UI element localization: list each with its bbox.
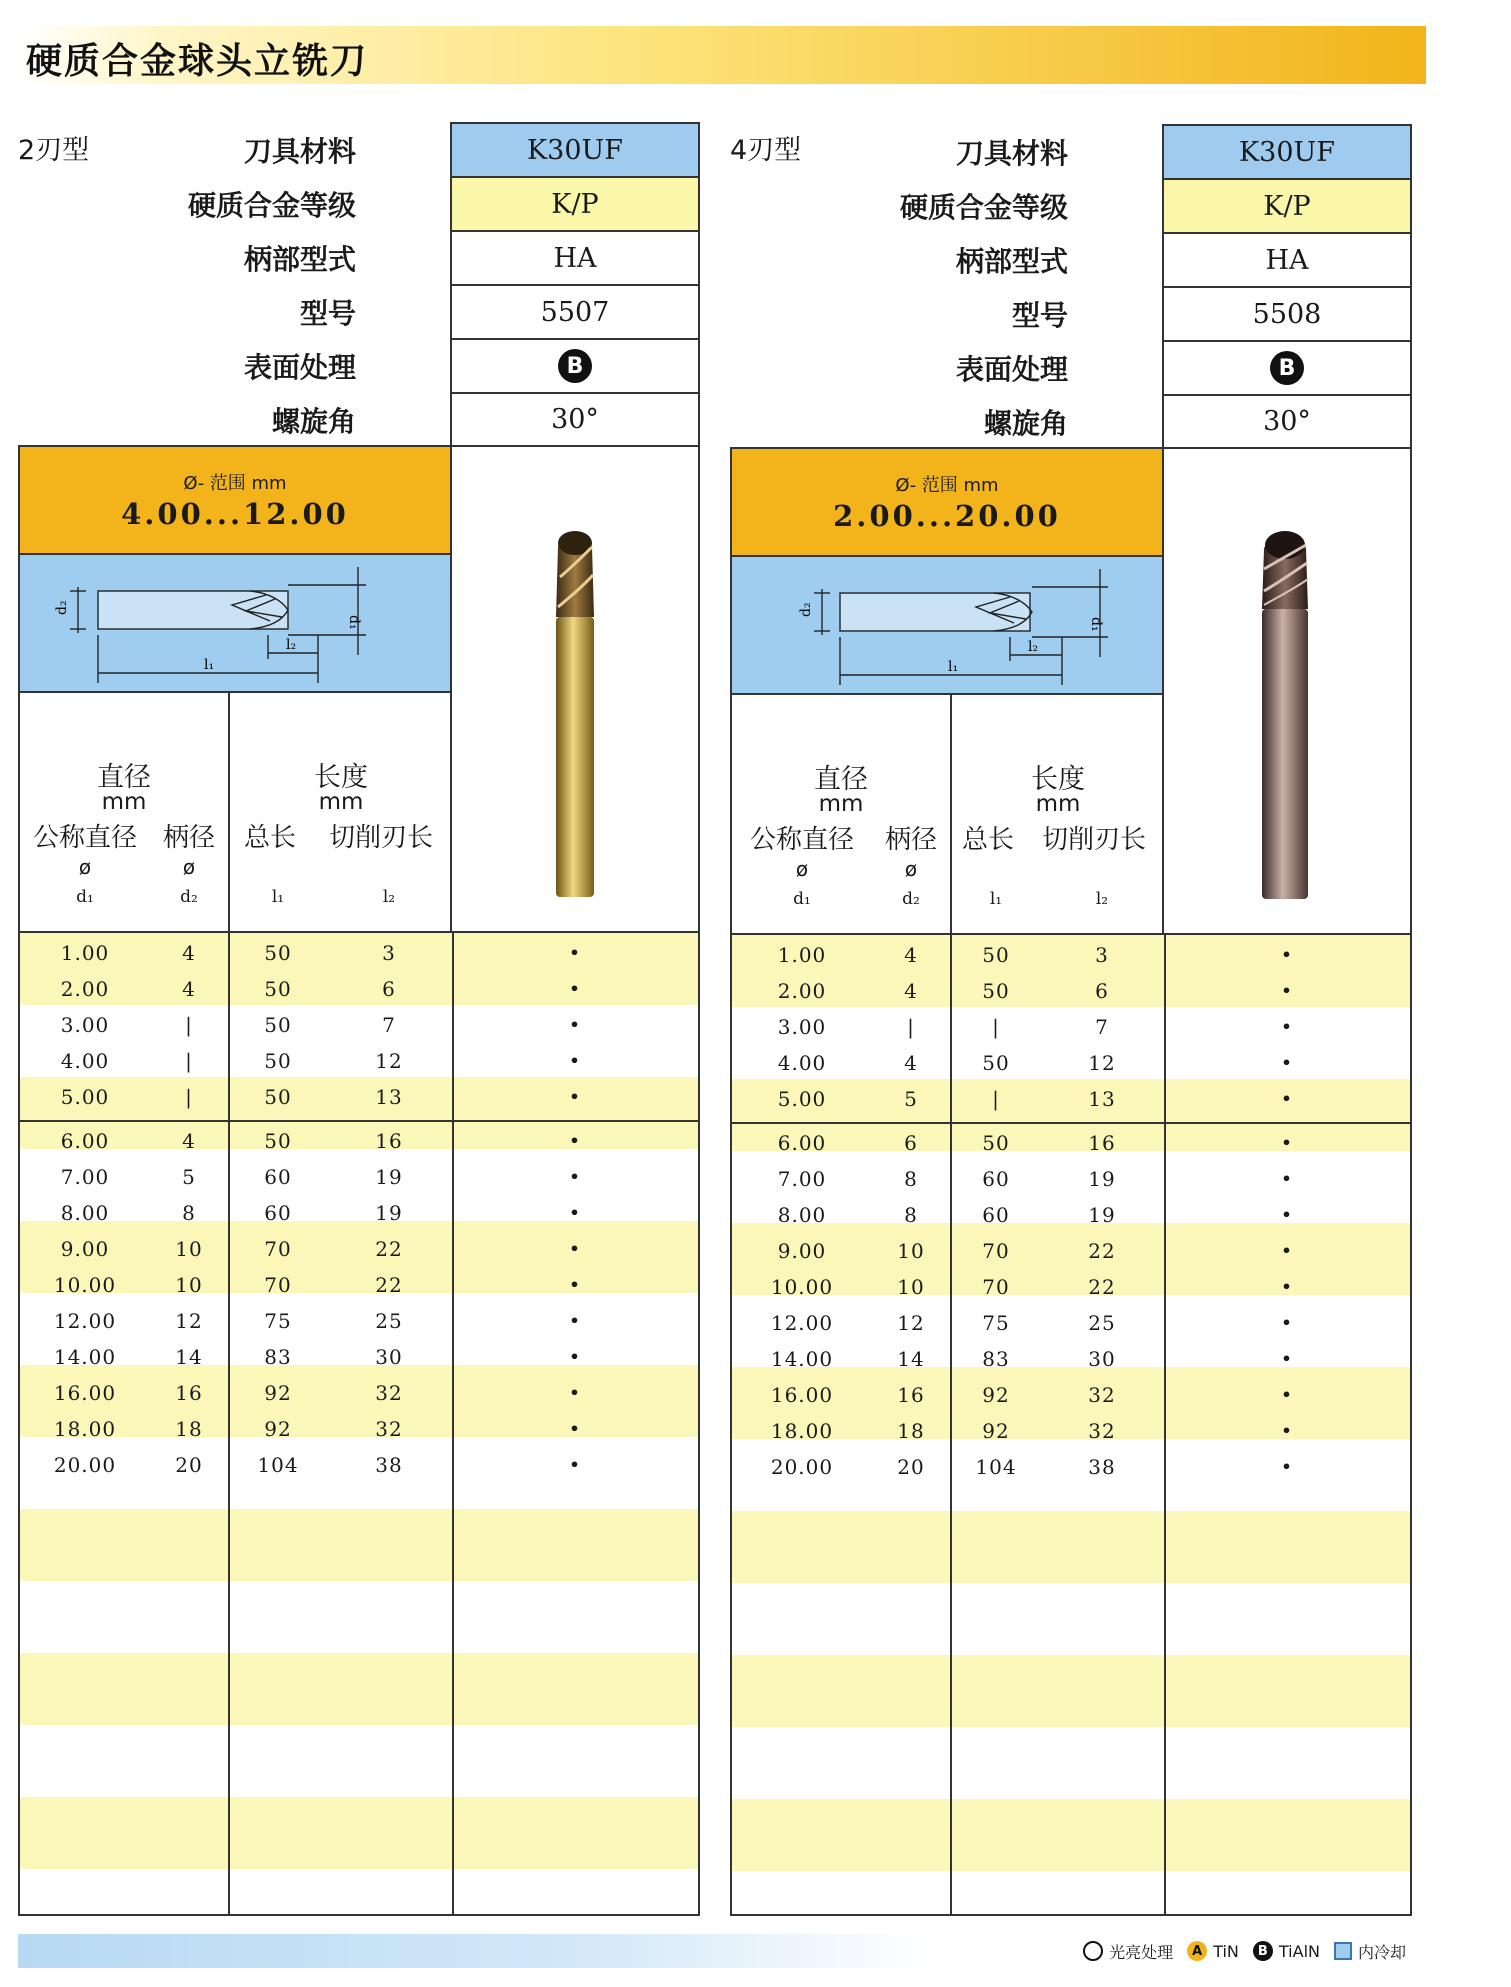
table-row [20, 1447, 698, 1483]
availability-dot: • [569, 1311, 581, 1330]
table-row [20, 1411, 698, 1447]
cell-l1: 50 [982, 979, 1010, 1003]
cell-l2: 30 [1088, 1347, 1116, 1371]
tool-photo [452, 447, 698, 931]
table-row [20, 1339, 698, 1375]
diagram-label-l2: l₂ [1028, 639, 1039, 655]
diagram-label-l2: l₂ [286, 637, 297, 653]
cell-l2: 12 [375, 1049, 403, 1073]
spec-label-material: 刀具材料 [243, 135, 356, 168]
cell-d2: 10 [175, 1273, 203, 1297]
diagram-label-d2: d₂ [798, 602, 814, 617]
cell-d1: 7.00 [777, 1167, 827, 1191]
cell-d1: 8.00 [777, 1203, 827, 1227]
cell-l1: 50 [264, 1085, 292, 1109]
cell-l1: 50 [982, 943, 1010, 967]
spec-label-helix: 螺旋角 [983, 407, 1068, 440]
spec-value-grade: K/P [1162, 178, 1412, 232]
data-rows [20, 931, 698, 1914]
cell-l1: 70 [264, 1273, 292, 1297]
cell-d1: 20.00 [53, 1453, 117, 1477]
cell-d1: 3.00 [60, 1013, 110, 1037]
cell-d2: 4 [904, 979, 918, 1003]
header-sym-l1: l₁ [989, 889, 1003, 909]
cell-d2: 14 [175, 1345, 203, 1369]
availability-dot: • [1281, 1385, 1293, 1404]
table-row [732, 973, 1410, 1009]
cell-d2: 20 [175, 1453, 203, 1477]
range-label: Ø- 范围 mm [895, 475, 999, 496]
header-shank-dia: 柄径 [162, 823, 215, 853]
availability-dot: • [1281, 1017, 1293, 1036]
cell-d1: 5.00 [60, 1085, 110, 1109]
tin-badge-icon: A [1187, 1941, 1207, 1961]
cell-d1: 10.00 [770, 1275, 834, 1299]
cell-d2: 8 [904, 1167, 918, 1191]
cell-l2: 3 [1095, 943, 1109, 967]
cell-d2: 4 [904, 1051, 918, 1075]
cell-d2: 8 [182, 1201, 196, 1225]
tool-photo [1164, 449, 1410, 933]
header-sym-d2: d₂ [902, 889, 920, 909]
header-diameter: 直径 [97, 762, 151, 793]
availability-dot: • [1281, 1053, 1293, 1072]
panel-2-flute [18, 120, 718, 1916]
cell-l2: 22 [375, 1237, 403, 1261]
range-value: 4.00...12.00 [121, 497, 349, 531]
availability-dot: • [1281, 1205, 1293, 1224]
cell-l1: 60 [982, 1167, 1010, 1191]
header-sym-d2: d₂ [180, 887, 198, 907]
cell-d2: 12 [175, 1309, 203, 1333]
availability-dot: • [1281, 1241, 1293, 1260]
spec-value-helix: 30° [1162, 394, 1412, 447]
header-nominal-dia: 公称直径 [749, 825, 854, 855]
spec-label-helix: 螺旋角 [271, 405, 356, 438]
availability-dot: • [1281, 1169, 1293, 1188]
table-row [20, 1195, 698, 1231]
diagram-label-d1: d₁ [346, 615, 362, 630]
range-value: 2.00...20.00 [833, 499, 1061, 533]
dimension-diagram [732, 557, 1164, 695]
cell-d1: 3.00 [777, 1015, 827, 1039]
availability-dot: • [1281, 981, 1293, 1000]
table-row [732, 1377, 1410, 1413]
legend-coolant-label: 内冷却 [1357, 1942, 1406, 1962]
cell-l1: 75 [264, 1309, 292, 1333]
cell-d2: 5 [182, 1165, 196, 1189]
spec-label-grade: 硬质合金等级 [899, 191, 1068, 224]
cell-d2: 4 [182, 977, 196, 1001]
header-phi-d2: ø [182, 855, 196, 879]
row-stripe [20, 1509, 698, 1581]
table-row [20, 1043, 698, 1079]
header-cut-len: 切削刃长 [1041, 825, 1146, 855]
availability-dot: • [569, 1203, 581, 1222]
spec-label-model: 型号 [299, 297, 356, 330]
tialn-badge-icon: B [1270, 351, 1304, 385]
table-row [732, 1341, 1410, 1377]
table-row [732, 1197, 1410, 1233]
cell-l2: 12 [1088, 1051, 1116, 1075]
cell-l1: 83 [264, 1345, 292, 1369]
dimension-diagram [20, 555, 452, 693]
cell-d2: 16 [897, 1383, 925, 1407]
cell-l1: 50 [264, 1013, 292, 1037]
diagram-label-l1: l₁ [948, 659, 959, 675]
spec-value-model: 5508 [1162, 286, 1412, 340]
table-row [20, 1159, 698, 1195]
table-row [20, 1375, 698, 1411]
title-bar [18, 26, 1426, 84]
header-sym-l1: l₁ [271, 887, 285, 907]
cell-d1: 18.00 [770, 1419, 834, 1443]
data-rows [732, 933, 1410, 1914]
cell-l2: 38 [375, 1453, 403, 1477]
table-row [732, 1125, 1410, 1161]
header-length: 长度 [1031, 764, 1085, 795]
table-row [732, 1045, 1410, 1081]
table-header [20, 693, 452, 931]
group-divider [20, 1120, 698, 1122]
cell-l1: 92 [982, 1419, 1010, 1443]
spec-label-material: 刀具材料 [955, 137, 1068, 170]
spec-value-shank: HA [450, 230, 700, 284]
cell-d1: 14.00 [770, 1347, 834, 1371]
tialn-badge-icon: B [1253, 1941, 1273, 1961]
table-row [20, 1231, 698, 1267]
cell-l2: 25 [375, 1309, 403, 1333]
type-label: 2刃型 [18, 135, 90, 166]
end-mill-photo-icon [452, 447, 698, 931]
end-mill-drawing-icon [732, 557, 1162, 693]
table-row [20, 1079, 698, 1115]
cell-d1: 16.00 [53, 1381, 117, 1405]
panel-4-flute [730, 120, 1430, 1916]
tialn-badge-icon: B [558, 349, 592, 383]
header-sym-d1: d₁ [793, 889, 811, 909]
cell-l2: 6 [1095, 979, 1109, 1003]
product-table [18, 445, 700, 1916]
cell-d2: 6 [904, 1131, 918, 1155]
spec-value-model: 5507 [450, 284, 700, 338]
cell-l1: 92 [264, 1381, 292, 1405]
cell-l2: 19 [375, 1165, 403, 1189]
cell-l2: 22 [375, 1273, 403, 1297]
cell-d1: 10.00 [53, 1273, 117, 1297]
spec-label-shank: 柄部型式 [243, 243, 356, 276]
cell-d2: 5 [904, 1087, 918, 1111]
diagram-label-l1: l₁ [204, 657, 215, 673]
cell-l1: 50 [264, 941, 292, 965]
cell-d2: 4 [182, 1129, 196, 1153]
availability-dot: • [569, 943, 581, 962]
table-row [732, 1305, 1410, 1341]
table-row [20, 1123, 698, 1159]
cell-d1: 12.00 [53, 1309, 117, 1333]
header-phi-d1: ø [78, 855, 92, 879]
availability-dot: • [569, 1275, 581, 1294]
spec-label-surface: 表面处理 [955, 353, 1068, 386]
cell-d2: 10 [897, 1275, 925, 1299]
table-row [732, 1233, 1410, 1269]
legend-tin [1187, 1941, 1239, 1961]
cell-l2: 22 [1088, 1275, 1116, 1299]
row-stripe [20, 1653, 698, 1725]
cell-d1: 5.00 [777, 1087, 827, 1111]
product-table [730, 447, 1412, 1916]
table-row [732, 1449, 1410, 1485]
availability-dot: • [569, 1455, 581, 1474]
header-sym-d1: d₁ [76, 887, 94, 907]
header-cut-len: 切削刃长 [328, 823, 433, 853]
spec-label-surface: 表面处理 [243, 351, 356, 384]
cell-d1: 6.00 [777, 1131, 827, 1155]
cell-l1: 60 [264, 1201, 292, 1225]
header-diameter-unit: mm [101, 789, 147, 815]
cell-l1: 70 [982, 1275, 1010, 1299]
availability-dot: • [1281, 945, 1293, 964]
row-stripe [732, 1511, 1410, 1583]
availability-dot: • [1281, 1277, 1293, 1296]
header-total-len: 总长 [243, 823, 296, 853]
cell-l2: 6 [382, 977, 396, 1001]
availability-dot: • [1281, 1457, 1293, 1476]
cell-d2: 18 [897, 1419, 925, 1443]
table-row [20, 1007, 698, 1043]
availability-dot: • [569, 1167, 581, 1186]
cell-l2: 7 [382, 1013, 396, 1037]
cell-d2: 10 [175, 1237, 203, 1261]
header-nominal-dia: 公称直径 [32, 823, 137, 853]
table-row [732, 937, 1410, 973]
cell-d1: 20.00 [770, 1455, 834, 1479]
table-row [20, 1303, 698, 1339]
cell-d2: 8 [904, 1203, 918, 1227]
spec-value-surface [1162, 340, 1412, 394]
spec-value-surface [450, 338, 700, 392]
cell-d2: | [185, 1085, 193, 1109]
bright-finish-icon [1083, 1941, 1103, 1961]
availability-dot: • [569, 1015, 581, 1034]
cell-l1: 104 [257, 1453, 299, 1477]
cell-l1: 70 [982, 1239, 1010, 1263]
cell-d1: 6.00 [60, 1129, 110, 1153]
cell-l2: 30 [375, 1345, 403, 1369]
table-row [732, 1009, 1410, 1045]
availability-dot: • [569, 1419, 581, 1438]
cell-d1: 1.00 [777, 943, 827, 967]
cell-l2: 13 [375, 1085, 403, 1109]
type-label: 4刃型 [730, 135, 802, 166]
cell-l2: 7 [1095, 1015, 1109, 1039]
cell-l2: 19 [1088, 1203, 1116, 1227]
coolant-square-icon [1334, 1942, 1352, 1960]
cell-l1: 104 [975, 1455, 1017, 1479]
header-diameter-unit: mm [818, 791, 864, 817]
legend-items [1083, 1937, 1406, 1965]
cell-d1: 18.00 [53, 1417, 117, 1441]
range-label: Ø- 范围 mm [183, 473, 287, 494]
cell-d1: 16.00 [770, 1383, 834, 1407]
cell-d2: 12 [897, 1311, 925, 1335]
cell-l1: 50 [982, 1131, 1010, 1155]
cell-d2: 20 [897, 1455, 925, 1479]
cell-d1: 14.00 [53, 1345, 117, 1369]
row-stripe [732, 1655, 1410, 1727]
cell-l2: 22 [1088, 1239, 1116, 1263]
cell-d2: | [185, 1013, 193, 1037]
header-diameter: 直径 [814, 764, 868, 795]
availability-dot: • [569, 1087, 581, 1106]
cell-l2: 32 [375, 1381, 403, 1405]
table-row [732, 1269, 1410, 1305]
cell-l1: 83 [982, 1347, 1010, 1371]
cell-l2: 32 [1088, 1383, 1116, 1407]
legend-tin-label: TiN [1213, 1941, 1239, 1961]
availability-dot: • [1281, 1421, 1293, 1440]
legend-coolant [1334, 1940, 1406, 1963]
availability-dot: • [569, 1383, 581, 1402]
end-mill-photo-icon [1164, 449, 1410, 933]
legend-tialn-label: TiAlN [1278, 1941, 1320, 1961]
spec-value-helix: 30° [450, 392, 700, 445]
diagram-label-d2: d₂ [54, 600, 70, 615]
spec-label-grade: 硬质合金等级 [187, 189, 356, 222]
cell-l2: 25 [1088, 1311, 1116, 1335]
table-row [20, 971, 698, 1007]
cell-d2: 18 [175, 1417, 203, 1441]
cell-l2: 13 [1088, 1087, 1116, 1111]
table-row [732, 1161, 1410, 1197]
diagram-label-d1: d₁ [1088, 617, 1104, 632]
availability-dot: • [569, 1051, 581, 1070]
table-row [20, 1267, 698, 1303]
cell-l2: 32 [1088, 1419, 1116, 1443]
header-shank-dia: 柄径 [884, 825, 937, 855]
legend-bright [1083, 1940, 1173, 1963]
header-length-unit: mm [1035, 791, 1081, 817]
cell-d1: 8.00 [60, 1201, 110, 1225]
cell-d1: 1.00 [60, 941, 110, 965]
group-divider [732, 1122, 1410, 1124]
cell-l1: 70 [264, 1237, 292, 1261]
cell-l1: | [992, 1087, 1000, 1111]
header-sym-l2: l₂ [1095, 889, 1109, 909]
row-stripe [20, 1797, 698, 1869]
cell-d1: 9.00 [60, 1237, 110, 1261]
header-phi-d1: ø [795, 857, 809, 881]
cell-d2: 10 [897, 1239, 925, 1263]
cell-d2: | [907, 1015, 915, 1039]
cell-d2: 4 [904, 943, 918, 967]
cell-d1: 9.00 [777, 1239, 827, 1263]
availability-dot: • [1281, 1133, 1293, 1152]
cell-d1: 4.00 [777, 1051, 827, 1075]
cell-d2: | [185, 1049, 193, 1073]
header-length: 长度 [314, 762, 368, 793]
cell-l2: 32 [375, 1417, 403, 1441]
availability-dot: • [569, 979, 581, 998]
availability-dot: • [1281, 1349, 1293, 1368]
cell-l1: 50 [264, 1049, 292, 1073]
spec-value-grade: K/P [450, 176, 700, 230]
cell-l2: 16 [1088, 1131, 1116, 1155]
cell-l1: 50 [982, 1051, 1010, 1075]
end-mill-drawing-icon [20, 555, 450, 691]
row-stripe [732, 1799, 1410, 1871]
availability-dot: • [569, 1347, 581, 1366]
cell-l1: 92 [264, 1417, 292, 1441]
cell-l2: 19 [375, 1201, 403, 1225]
cell-l2: 19 [1088, 1167, 1116, 1191]
spec-value-shank: HA [1162, 232, 1412, 286]
spec-label-model: 型号 [1011, 299, 1068, 332]
cell-l2: 38 [1088, 1455, 1116, 1479]
diameter-range-box [20, 447, 452, 555]
table-header [732, 695, 1164, 933]
cell-l2: 3 [382, 941, 396, 965]
cell-d1: 12.00 [770, 1311, 834, 1335]
availability-dot: • [1281, 1089, 1293, 1108]
cell-l1: 50 [264, 977, 292, 1001]
page-title: 硬质合金球头立铣刀 [26, 41, 369, 82]
availability-dot: • [569, 1131, 581, 1150]
header-phi-d2: ø [904, 857, 918, 881]
cell-l1: 75 [982, 1311, 1010, 1335]
coating-legend [18, 1934, 1426, 1968]
cell-d1: 7.00 [60, 1165, 110, 1189]
legend-bright-label: 光亮处理 [1109, 1942, 1174, 1962]
cell-d1: 2.00 [777, 979, 827, 1003]
cell-d2: 14 [897, 1347, 925, 1371]
header-length-unit: mm [318, 789, 364, 815]
cell-l2: 16 [375, 1129, 403, 1153]
cell-l1: 92 [982, 1383, 1010, 1407]
availability-dot: • [1281, 1313, 1293, 1332]
cell-l1: 50 [264, 1129, 292, 1153]
header-sym-l2: l₂ [382, 887, 396, 907]
cell-d1: 2.00 [60, 977, 110, 1001]
cell-d2: 16 [175, 1381, 203, 1405]
spec-value-material: K30UF [450, 122, 700, 176]
cell-l1: | [992, 1015, 1000, 1039]
cell-d1: 4.00 [60, 1049, 110, 1073]
cell-l1: 60 [982, 1203, 1010, 1227]
availability-dot: • [569, 1239, 581, 1258]
cell-l1: 60 [264, 1165, 292, 1189]
header-total-len: 总长 [961, 825, 1014, 855]
legend-tialn [1253, 1941, 1320, 1961]
spec-value-material: K30UF [1162, 124, 1412, 178]
spec-label-shank: 柄部型式 [955, 245, 1068, 278]
table-row [732, 1413, 1410, 1449]
table-row [732, 1081, 1410, 1117]
cell-d2: 4 [182, 941, 196, 965]
diameter-range-box [732, 449, 1164, 557]
table-row [20, 935, 698, 971]
